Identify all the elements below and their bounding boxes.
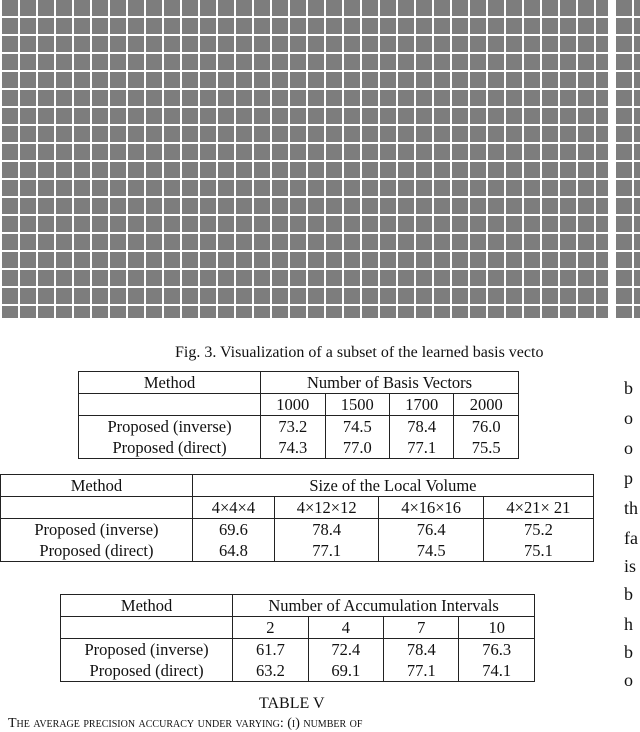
header-cell: Method — [79, 372, 261, 394]
subheader-cell: 7 — [384, 617, 459, 639]
subheader-cell: 2 — [233, 617, 308, 639]
value-cell: 77.1 — [390, 437, 454, 459]
value-cell: 61.7 — [233, 639, 308, 661]
value-cell: 76.3 — [459, 639, 535, 661]
subheader-row — [79, 394, 519, 416]
header-cell: Size of the Local Volume — [192, 475, 593, 497]
basis-vector-visualization-right — [614, 0, 640, 318]
value-cell: 74.5 — [379, 540, 483, 562]
value-cell: 76.4 — [379, 519, 483, 541]
side-text-fragment: fa — [624, 528, 638, 548]
subheader-cell: 1500 — [325, 394, 389, 416]
value-cell: 69.6 — [192, 519, 274, 541]
subheader-cell: 4×12×12 — [274, 497, 378, 519]
value-cell: 72.4 — [308, 639, 383, 661]
empty-cell — [61, 617, 233, 639]
subheader-cell: 4 — [308, 617, 383, 639]
side-text-fragment: o — [624, 670, 633, 690]
side-text-fragment: h — [624, 614, 633, 634]
header-row — [1, 475, 594, 497]
subheader-cell: 2000 — [454, 394, 519, 416]
table-local-volume — [0, 474, 594, 562]
subheader-row — [1, 497, 594, 519]
value-cell: 77.0 — [325, 437, 389, 459]
header-cell: Number of Accumulation Intervals — [233, 595, 535, 617]
value-cell: 63.2 — [233, 660, 308, 682]
value-cell: 64.8 — [192, 540, 274, 562]
header-row — [79, 372, 519, 394]
table-label: TABLE V — [259, 695, 325, 712]
side-text-fragment: is — [624, 556, 637, 576]
table-accumulation-intervals — [60, 594, 535, 682]
side-text-fragment: o — [624, 438, 633, 458]
side-text-fragment: o — [624, 408, 633, 428]
header-cell: Method — [61, 595, 233, 617]
table-row — [1, 540, 594, 562]
value-cell: 73.2 — [261, 416, 325, 438]
header-row — [61, 595, 535, 617]
method-cell: Proposed (direct) — [79, 437, 261, 459]
value-cell: 77.1 — [274, 540, 378, 562]
subheader-cell: 10 — [459, 617, 535, 639]
value-cell: 74.3 — [261, 437, 325, 459]
method-cell: Proposed (direct) — [61, 660, 233, 682]
method-cell: Proposed (inverse) — [1, 519, 193, 541]
empty-cell — [1, 497, 193, 519]
value-cell: 76.0 — [454, 416, 519, 438]
subheader-cell: 4×4×4 — [192, 497, 274, 519]
value-cell: 75.1 — [483, 540, 593, 562]
side-text-fragment: th — [624, 498, 639, 518]
value-cell: 75.5 — [454, 437, 519, 459]
value-cell: 74.1 — [459, 660, 535, 682]
value-cell: 69.1 — [308, 660, 383, 682]
value-cell: 75.2 — [483, 519, 593, 541]
table-caption: The average precision accuracy under varying: (i) number of — [8, 716, 363, 731]
subheader-cell: 1700 — [390, 394, 454, 416]
value-cell: 78.4 — [274, 519, 378, 541]
header-cell: Method — [1, 475, 193, 497]
header-cell: Number of Basis Vectors — [261, 372, 519, 394]
value-cell: 78.4 — [390, 416, 454, 438]
basis-vector-visualization — [0, 0, 608, 318]
method-cell: Proposed (inverse) — [61, 639, 233, 661]
subheader-cell: 1000 — [261, 394, 325, 416]
side-text-fragment: b — [624, 584, 633, 604]
table-row — [61, 660, 535, 682]
side-text-fragment: b — [624, 378, 633, 398]
table-row — [79, 437, 519, 459]
table-row — [1, 519, 594, 541]
method-cell: Proposed (direct) — [1, 540, 193, 562]
empty-cell — [79, 394, 261, 416]
value-cell: 74.5 — [325, 416, 389, 438]
side-text-fragment: p — [624, 468, 633, 488]
subheader-row — [61, 617, 535, 639]
value-cell: 77.1 — [384, 660, 459, 682]
table-row — [79, 416, 519, 438]
side-text-fragment: b — [624, 642, 633, 662]
table-row — [61, 639, 535, 661]
subheader-cell: 4×21× 21 — [483, 497, 593, 519]
subheader-cell: 4×16×16 — [379, 497, 483, 519]
figure-caption: Fig. 3. Visualization of a subset of the learned basis vecto — [175, 344, 544, 361]
method-cell: Proposed (inverse) — [79, 416, 261, 438]
table-basis-vectors — [78, 371, 519, 459]
value-cell: 78.4 — [384, 639, 459, 661]
